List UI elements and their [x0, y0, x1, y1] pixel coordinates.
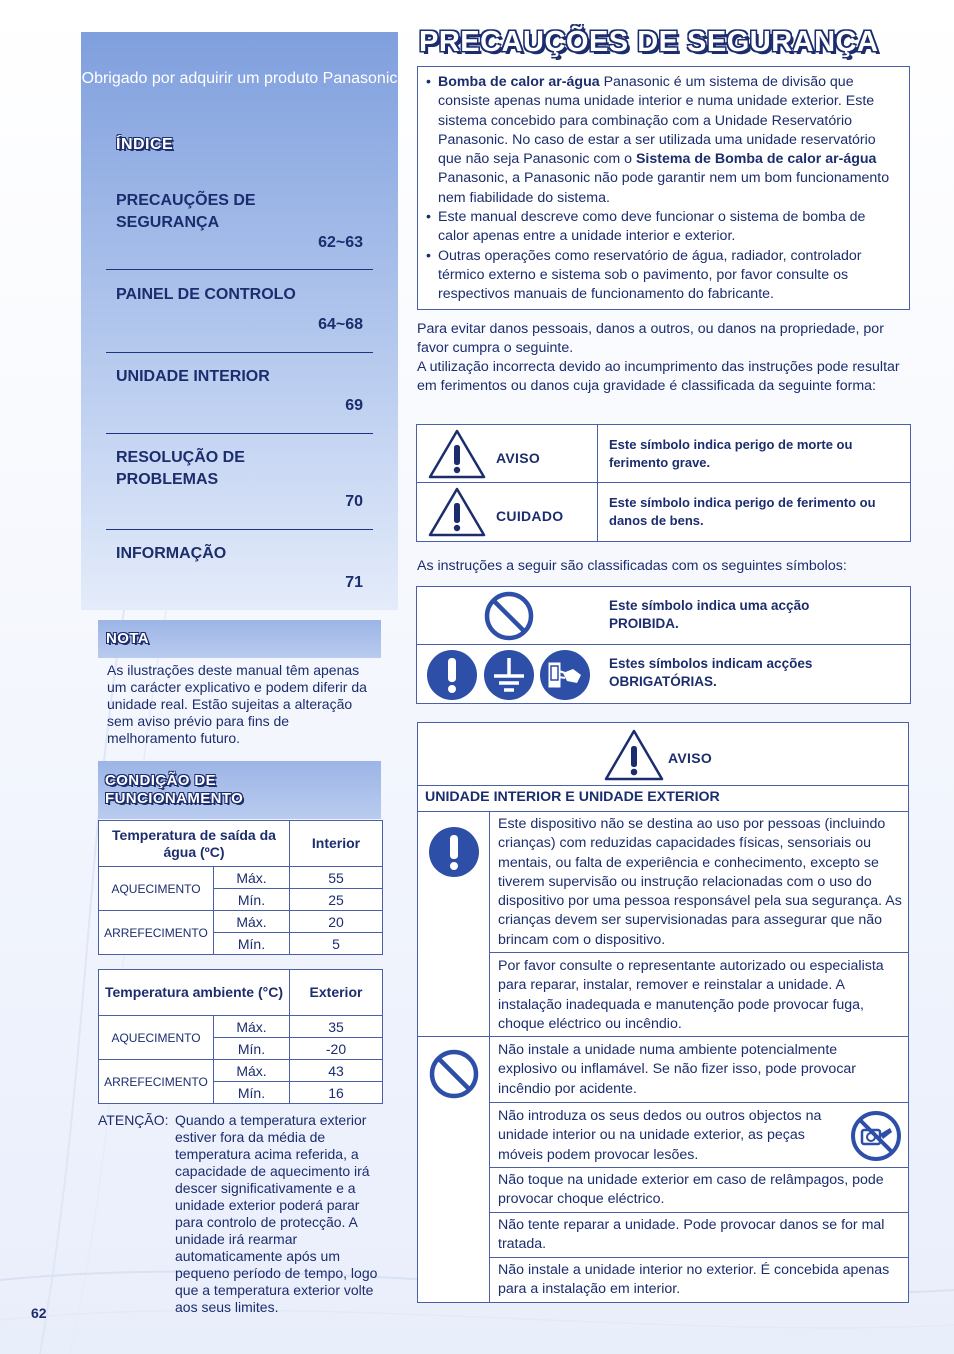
toc-entry-information[interactable]: [106, 543, 373, 598]
note-text: As ilustrações deste manual têm apenas um carácter explicativo e podem diferir da unidade real. Estão sujeitas a alteração sem aviso prévio para fins de melhoramento futuro.: [107, 662, 367, 746]
table-header: Temperatura ambiente (°C): [99, 970, 290, 1016]
min-value: -20: [290, 1038, 383, 1060]
divider: [489, 1212, 908, 1213]
no-fingers-fan-icon: [850, 1110, 902, 1162]
toc-title: INFORMAÇÃO: [116, 545, 227, 562]
toc-entry-troubleshooting[interactable]: [106, 447, 373, 530]
bullet-text: Panasonic, a Panasonic não pode garantir nem um bom funcionamento nem fiabilidade do sistema.: [438, 170, 890, 206]
water-temperature-table: [98, 820, 383, 955]
condition-title-line1: CONDIÇÃO DE: [105, 772, 217, 789]
bold-term: Bomba de calor ar-água: [438, 74, 600, 90]
symbol-desc-line: PROIBIDA.: [609, 616, 679, 631]
warning-triangle-icon: [427, 428, 487, 480]
symbol-row-mandatory: [416, 644, 911, 704]
condition-band: [98, 761, 381, 819]
mandatory-item-1: Este dispositivo não se destina ao uso por pessoas (incluindo crianças) com reduzidas capacidades físicas, sensoriais ou mentais, ou falta de experiência e conhecimento, excepto se tiverem supervisão ou instrução relacionadas com o uso do dispositivo por uma pessoa responsável pela sua segurança. As crianças devem ser supervisionadas para assegurar que não brincam com o dispositivo.: [498, 816, 902, 948]
min-label: Mín.: [214, 1038, 290, 1060]
warning-triangle-icon: [603, 728, 665, 782]
table-column-header: Exterior: [290, 970, 383, 1016]
divider: [489, 811, 490, 1302]
prohibited-item-3: Não toque na unidade exterior em caso de relâmpagos, pode provocar choque eléctrico.: [498, 1172, 884, 1208]
note-band: [98, 620, 381, 658]
toc-page: 62~63: [318, 234, 363, 251]
prohibited-item-1: Não instale a unidade numa ambiente potencialmente explosivo ou inflamável. Se não fizer isso, pode provocar incêndio por acidente.: [498, 1042, 857, 1097]
bold-term: Sistema de Bomba de calor ar-água: [635, 151, 877, 168]
symbol-desc-line: Estes símbolos indicam acções: [609, 656, 813, 671]
symbol-desc-line: Este símbolo indica uma acção: [609, 598, 810, 613]
unplug-icon: [539, 649, 591, 701]
prohibited-item-4: Não tente reparar a unidade. Pode provocar danos se for mal tratada.: [498, 1217, 885, 1253]
attention-label: ATENÇÃO:: [98, 1112, 169, 1128]
toc-title: PAINEL DE CONTROLO: [116, 286, 296, 303]
mandatory-exclamation-icon: [426, 649, 478, 701]
condition-title-line2: FUNCIONAMENTO: [105, 790, 244, 807]
warning-header-label: AVISO: [668, 750, 713, 766]
intro-bullet-1: [426, 73, 899, 208]
min-value: 25: [290, 889, 383, 911]
mandatory-exclamation-icon: [428, 826, 480, 878]
min-label: Mín.: [214, 1082, 290, 1104]
divider: [489, 1167, 908, 1168]
mode-label: ARREFECIMENTO: [99, 911, 214, 955]
symbol-desc: [609, 655, 899, 691]
ambient-temperature-table: [98, 969, 383, 1104]
max-value: 35: [290, 1016, 383, 1038]
min-label: Mín.: [214, 933, 290, 955]
max-value: 43: [290, 1060, 383, 1082]
mode-label: AQUECIMENTO: [99, 1016, 214, 1060]
attention-text: Quando a temperatura exterior estiver fora da média de temperatura acima referida, a capacidade de aquecimento irá descer significativamente e a unidade exterior poderá parar para controlo de protecção. A unidade irá rearmar automaticamente após um pequeno período de tempo, logo que a temperatura exterior volte aos seus limites.: [175, 1112, 378, 1315]
max-value: 20: [290, 911, 383, 933]
severity-row-warning: [416, 424, 911, 483]
toc-page: 71: [345, 574, 363, 591]
divider: [597, 483, 598, 541]
mandatory-item-2: Por favor consulte o representante autorizado ou especialista para reparar, instalar, remover e reinstalar a unidade. A instalação inadequada e manutenção pode provocar fuga, choque eléctrico ou incêndio.: [498, 958, 884, 1032]
divider: [489, 952, 908, 953]
symbol-desc: [609, 597, 899, 633]
mode-label: ARREFECIMENTO: [99, 1060, 214, 1104]
min-value: 5: [290, 933, 383, 955]
toc-title: PRECAUÇÕES DE SEGURANÇA: [116, 192, 256, 231]
section-title: UNIDADE INTERIOR E UNIDADE EXTERIOR: [425, 789, 720, 805]
index-title: ÍNDICE: [116, 136, 174, 153]
severity-desc: Este símbolo indica perigo de morte ou ferimento grave.: [609, 437, 853, 470]
toc-entry-safety[interactable]: [106, 188, 373, 270]
symbol-desc-line: OBRIGATÓRIAS.: [609, 674, 717, 689]
earth-ground-icon: [483, 649, 535, 701]
divider: [489, 1102, 908, 1103]
note-title: NOTA: [106, 630, 149, 647]
caution-triangle-icon: [427, 486, 487, 538]
intro-box: [417, 66, 910, 310]
divider: [418, 785, 908, 786]
max-label: Máx.: [214, 1060, 290, 1082]
page-title: PRECAUÇÕES DE SEGURANÇA: [419, 26, 879, 58]
warning-table: [417, 722, 909, 1303]
divider: [489, 1257, 908, 1258]
intro-bullet-3: • Outras operações como reservatório de água, radiador, controlador térmico externo e sistema sob o pavimento, por favor consulte os respectivos manuais de funcionamento do fabricante.: [426, 247, 899, 305]
thanks-message: Obrigado por adquirir um produto Panasonic: [81, 70, 398, 87]
bullet-text: Panasonic é um sistema de divisão que consiste apenas numa unidade interior e numa unidade exterior. Este sistema concebido para combinação com a Unidade Reservatório Panasonic. No caso de estar a ser utilizada uma unidade reservatório que não seja Panasonic com o: [438, 74, 876, 168]
instructions-paragraph: [417, 320, 912, 396]
severity-desc: Este símbolo indica perigo de ferimento ou danos de bens.: [609, 495, 876, 528]
toc-title: RESOLUÇÃO DE PROBLEMAS: [116, 449, 245, 488]
max-value: 55: [290, 867, 383, 889]
prohibited-item-2: Não introduza os seus dedos ou outros objectos na unidade interior ou na unidade exterior, as peças móveis podem provocar lesões.: [498, 1108, 822, 1163]
divider: [418, 1036, 908, 1037]
severity-row-caution: [416, 482, 911, 542]
toc-title: UNIDADE INTERIOR: [116, 368, 270, 385]
divider: [418, 811, 908, 812]
max-label: Máx.: [214, 911, 290, 933]
prohibited-item-5: Não instale a unidade interior no exterior. É concebida apenas para a instalação em interior.: [498, 1262, 890, 1298]
severity-label: AVISO: [496, 450, 541, 466]
toc-page: 64~68: [318, 316, 363, 333]
min-value: 16: [290, 1082, 383, 1104]
severity-label: CUIDADO: [496, 508, 564, 524]
toc-page: 70: [345, 493, 363, 510]
table-column-header: Interior: [290, 821, 383, 867]
table-header: Temperatura de saída da água (ºC): [99, 821, 290, 867]
min-label: Mín.: [214, 889, 290, 911]
paragraph-line: A utilização incorrecta devido ao incumprimento das instruções pode resultar em ferimentos ou danos cuja gravidade é classificada da seguinte forma:: [417, 359, 900, 394]
max-label: Máx.: [214, 867, 290, 889]
page-number: 62: [31, 1305, 47, 1321]
symbol-row-prohibited: [416, 586, 911, 645]
max-label: Máx.: [214, 1016, 290, 1038]
toc-entry-control-panel[interactable]: [106, 284, 373, 353]
divider: [597, 425, 598, 482]
prohibited-icon: [483, 590, 535, 642]
paragraph-line: Para evitar danos pessoais, danos a outros, ou danos na propriedade, por favor cumpra o seguinte.: [417, 321, 884, 356]
mode-label: AQUECIMENTO: [99, 867, 214, 911]
symbols-intro: As instruções a seguir são classificadas com os seguintes símbolos:: [417, 558, 847, 574]
toc-page: 69: [345, 397, 363, 414]
intro-bullet-2: • Este manual descreve como deve funcionar o sistema de bomba de calor apenas entre a unidade interior e exterior.: [426, 208, 899, 247]
prohibited-icon: [428, 1048, 480, 1100]
toc-entry-indoor-unit[interactable]: [106, 366, 373, 434]
